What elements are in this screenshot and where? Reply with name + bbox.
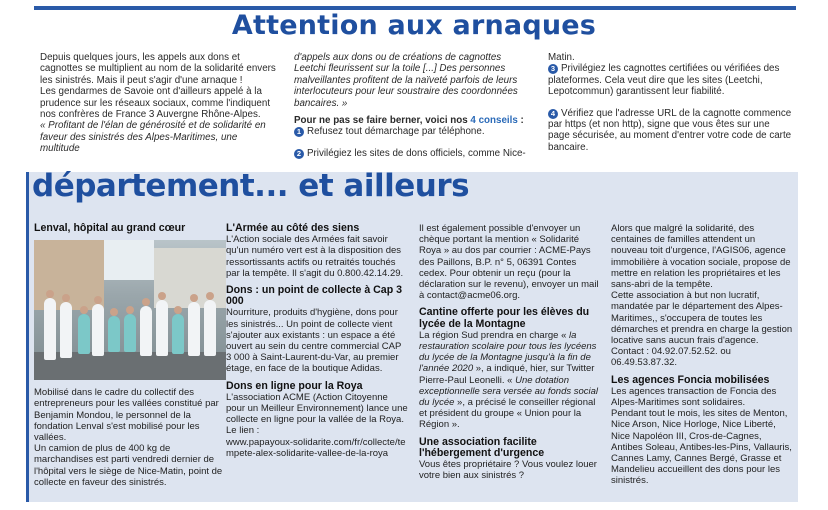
section-title: département... et ailleurs (32, 168, 470, 204)
article-paragraph: La région Sud prendra en charge « la restauration scolaire pour tous les lycéens du lycée de la Montagne jusqu'à la fin de l'année 2020 », a indiqué, hier, sur Twitter Pierre-Paul Leonelli. « Une dotation exceptionnelle sera versée au fonds social du lycée », a précisé le conseiller régional et président du groupe « Union pour la Région ». (419, 329, 599, 431)
tip-3: 3 Privilégiez les cagnottes certifiées ou vérifiées des plateformes. Cela veut dire que les sites (Leetchi, Lepotcommun) garantissent leur fiabilité. (548, 63, 780, 98)
article-paragraph: Cette association à but non lucratif, mandatée par le département des Alpes-Maritimes,, s'occupera de toutes les démarches et prendra en charge la gestion locative sans aucun frais d'agence. Contact : 04.92.07.52.52. ou 06.49.53.87.32. (611, 290, 793, 369)
article-paragraph: Pendant tout le mois, les sites de Menton, Nice Arson, Nice Horloge, Nice Liberté, Nice Napoléon III, Cros-de-Cagnes, Antibes Soleau, Antibes-les-Pins, Vallauris, Cannes Lamy, Cannes Bergé, Grasse et Mandelieu accueillent des dons pour les sinistrés. (611, 408, 792, 487)
article-heading: Lenval, hôpital au grand cœur (34, 222, 186, 234)
news-column-4 (611, 223, 793, 487)
article-heading: Une association facilite l'hébergement d'urgence (419, 435, 545, 459)
article-paragraph: Alors que malgré la solidarité, des centaines de familles attendent un nouveau toit d'urgence, l'AGIS06, agence immobilière à vocation sociale, propose de mettre en relation les propriétaires et les sans-abri de la tempête. (611, 223, 791, 291)
news-column-2 (226, 223, 408, 459)
article-paragraph: L'Action sociale des Armées fait savoir qu'un numéro vert est à la disposition des ressortissants actifs ou retraités touchés par la tempête. Il s'agit du 0.800.42.14.29. (226, 234, 404, 279)
article-paragraph: Un camion de plus de 400 kg de marchandises est parti vendredi dernier de l'hôpital vers le siège de Nice-Matin, point de collecte en faveur des sinistrés. (34, 443, 223, 488)
intro-column-1 (40, 52, 276, 155)
article-heading: Les agences Foncia mobilisées (611, 373, 770, 386)
news-column-3 (419, 223, 601, 481)
article-paragraph: Les agences transaction de Foncia des Alpes-Maritimes sont solidaires. (611, 385, 777, 409)
news-column-1 (34, 223, 228, 488)
advice-count: 4 conseils (470, 115, 518, 127)
article-heading: L'Armée au côté des siens (226, 222, 360, 234)
tip-number-badge: 3 (548, 64, 558, 74)
advice-intro: Pour ne pas se faire berner, voici nos 4 conseils : (294, 115, 524, 127)
intro-paragraph: Depuis quelques jours, les appels aux dons et cagnottes se multiplient au nom de la solidarité envers les sinistrés. Mais il peut s'agir d'une arnaque ! (40, 52, 276, 86)
tip-continuation: Matin. (548, 52, 575, 63)
intro-article (40, 52, 792, 162)
page-title: Attention aux arnaques (231, 10, 597, 41)
intro-quote: d'appels aux dons ou de créations de cagnottes Leetchi fleurissent sur la toile [...] Des personnes malveillantes profitent de la naïveté parfois de leurs interlocuteurs pour leur soustraire des coordonnées bancaires. » (294, 52, 518, 109)
tip-number-badge: 1 (294, 127, 304, 137)
tip-1: 1 Refusez tout démarchage par téléphone. (294, 126, 532, 137)
collect-link[interactable]: www.papayoux-solidarite.com/fr/collecte/tempete-alex-solidarite-vallee-de-la-roya (226, 436, 406, 459)
article-heading: Dons : un point de collecte à Cap 3 000 (226, 284, 402, 308)
intro-quote: « Profitant de l'élan de générosité et de solidarité en faveur des sinistrés des Alpes-Maritimes, une multitude (40, 120, 266, 155)
article-paragraph: Nourriture, produits d'hygiène, dons pour les sinistrés... Un point de collecte vient s'ajouter aux existants : un espace a été ouvert au sein du centre commercial CAP 3 000 à Saint-Laurent-du-Var, au premier étage, en face de la boutique Adidas. (226, 307, 402, 375)
tip-2: 2 Privilégiez les sites de dons officiels, comme Nice- (294, 148, 532, 159)
tip-number-badge: 2 (294, 149, 304, 159)
tip-number-badge: 4 (548, 109, 558, 119)
article-paragraph: Mobilisé dans le cadre du collectif des entrepreneurs pour les vallées constitué par Benjamin Mondou, le personnel de la fondation Lenval s'est mobilisé pour les vallées. (34, 387, 219, 444)
intro-paragraph: Les gendarmes de Savoie ont d'ailleurs appelé à la prudence sur les réseaux sociaux, comme l'indiquent nos confrères de France 3 Auvergne Rhône-Alpes. (40, 86, 271, 121)
article-paragraph: Il est également possible d'envoyer un chèque portant la mention « Solidarité Roya » au dos par courrier : ACME-Pays des Paillons, B.P. n° 5, 06391 Contes cedex. Pour obtenir un reçu (pour la déclaration sur le revenu), envoyer un mail à contact@acme06.org. (419, 223, 599, 302)
intro-column-2 (294, 52, 532, 159)
staff-photo (34, 240, 226, 380)
article-paragraph: Vous êtes propriétaire ? Vous voulez louer votre bien aux sinistrés ? (419, 459, 597, 482)
tip-4: 4 Vérifiez que l'adresse URL de la cagnotte commence par https (et non http), signe que vous êtes sur une page sécurisée, au moment d'entrer votre code de carte bancaire. (548, 107, 792, 153)
intro-column-3 (548, 52, 792, 153)
article-heading: Cantine offerte pour les élèves du lycée de la Montagne (419, 306, 590, 330)
article-paragraph: L'association ACME (Action Citoyenne pour un Meilleur Environnement) lance une collecte en ligne pour la vallée de la Roya. Le lien : (226, 391, 408, 437)
article-heading: Dons en ligne pour la Roya (226, 379, 363, 392)
